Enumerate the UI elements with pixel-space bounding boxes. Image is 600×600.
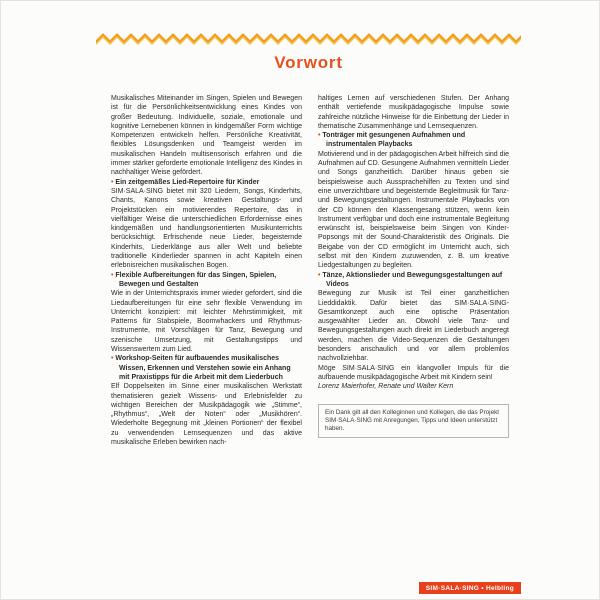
paragraph-taenze: Bewegung zur Musik ist Teil einer ganzheitlichen Lieddidaktik. Dafür bietet das SIM·SALA·SING-Gesamtkonzept auch eine optische Präsentation ausgewählter Lieder an. Obwohl viele Tanz- und Bewegungsgestaltungen auch direkt im Liederbuch angeregt werden, machen die Video-Sequenzen die Gestaltungen besonders anschaulich und vor allem problemlos nachvollziehbar. <box>318 290 509 363</box>
left-column <box>111 94 302 447</box>
authors-signature: Lorenz Maierhofer, Renate und Walter Kern <box>318 383 454 391</box>
footer-series-badge: SIM·SALA·SING • Helbling <box>419 582 521 595</box>
zigzag-border-decoration <box>96 32 521 47</box>
bullet-icon: • <box>318 271 321 279</box>
section-heading-aufbereitungen <box>111 271 302 290</box>
paragraph-tontraeger: Motivierend und in der pädagogischen Arbeit hilfreich sind die Aufnahmen auf CD. Gesungene Aufnahmen vermitteln Lieder und Songs ganzheitlich. Darüber hinaus geben sie beispielsweise auch Aussprachehilfen zu Texten und sind eine unverzichtbare und begeisternde Begleitmusik für Tanz- und Bewegungsgestaltungen. Instrumentale Playbacks von der CD können den Klassengesang stützen, wenn kein Instrument verfügbar und doch eine instrumentale Begleitung erwünscht ist, beispielsweise beim Singen von Kinder-Popsongs mit der Sound-Charakteristik des Originals. Die Beigabe von der CD ermöglicht im Unterricht auch, sich selbst mit den Kindern zuzuwenden, z. B. um kreative Liedgestaltungen zu begleiten. <box>318 150 509 270</box>
section-heading-label: Ein zeitgemäßes Lied-Repertoire für Kinder <box>115 178 260 186</box>
section-heading-taenze <box>318 271 509 290</box>
section-heading-label: Tonträger mit gesungenen Aufnahmen und instrumentalen Playbacks <box>322 132 466 149</box>
bullet-icon: • <box>111 271 114 279</box>
acknowledgement-box: Ein Dank gilt all den Kolleginnen und Kollegen, die das Projekt SIM·SALA·SING mit Anregungen, Tipps und Ideen unterstützt haben. <box>318 404 509 439</box>
section-heading-label: Tänze, Aktionslieder und Bewegungsgestaltungen auf Videos <box>322 271 503 288</box>
page-title: Vorwort <box>274 53 343 72</box>
right-column <box>318 94 509 447</box>
two-column-text <box>111 94 509 447</box>
paragraph-aufbereitungen: Wie in der Unterrichtspraxis immer wieder gefordert, sind die Liedaufbereitungen für eine sehr flexible Verwendung im Unterricht konzipiert: mit leichter Mehrstimmigkeit, mit Patterns für Stabspiele, Boomwhackers und Rhythmus-Instrumente, mit Vorschlägen für Tanz, Bewegung und szenische Umsetzung, mit Gestaltungstipps und Wissenswertem zum Lied. <box>111 290 302 354</box>
section-heading-label: Flexible Aufbereitungen für das Singen, Spielen, Bewegen und Gestalten <box>115 271 277 288</box>
bullet-icon: • <box>318 132 321 140</box>
section-heading-label: Workshop-Seiten für aufbauendes musikalisches Wissen, Erkennen und Verstehen sowie ein Anhang mit Praxistipps für die Arbeit mit dem Liederbuch <box>115 355 291 381</box>
paragraph-workshop: Elf Doppelseiten im Sinne einer musikalischen Werkstatt thematisieren gezielt Wissens- und Erlebnisfelder zu wichtigen Bereichen der Musikpädagogik wie „Stimme“, „Rhythmus“, „Welt der Noten“ oder „Musikhören“. Wiederholte Begegnung mit „kleinen Portionen“ der flexibel zu verwendenden Lernsequenzen und das aktive musikalische Erleben bewirken nach- <box>111 383 302 446</box>
section-heading-repertoire <box>111 178 302 187</box>
section-heading-tontraeger <box>318 131 509 150</box>
intro-paragraph: Musikalisches Miteinander im Singen, Spielen und Bewegen ist für die Persönlichkeitsentwicklung eines Kindes von großer Bedeutung. Individuelle, soziale, emotionale und kognitive Lernebenen können in kindgemäßer Form wichtige Kompetenzen entwickeln helfen. Persönliche Kreativität, flexibles Lösungsdenken und Teamgeist werden im musikalischen Handeln multisensorisch erfahren und die immer stärker geforderte emotionale Intelligenz des Kindes in nachhaltiger Weise gefördert. <box>111 95 302 177</box>
paragraph-repertoire: SIM·SALA·SING bietet mit 320 Liedern, Songs, Kinderhits, Chants, Kanons sowie kreativen Gestaltungs- und Projektstücken ein motivierendes Repertoire, das in vielfältiger Weise die unterschiedlichen Erfordernisse eines kindgemäßen und handlungsorientierten Musikunterrichts berücksichtigt. Erfrischende neue Lieder, begeisternde Kinderhits, Liederklänge aus aller Welt und beliebte traditionelle Kinderlieder spannen in acht Kapiteln einen erlebnisreichen musikalischen Bogen. <box>111 187 302 270</box>
closing-paragraph: Möge SIM·SALA·SING ein klangvoller Impuls für die aufbauende musikpädagogische Arbeit mit Kindern sein! <box>318 364 509 381</box>
continuation-paragraph: haltiges Lernen auf verschiedenen Stufen. Der Anhang enthält vertiefende musikpädagogische Impulse sowie zahlreiche nützliche Hinweise für die Einbettung der Lieder in thematische Zusammenhänge und Lernsequenzen. <box>318 95 509 130</box>
bullet-icon: • <box>111 178 114 186</box>
bullet-icon: • <box>111 355 114 363</box>
section-heading-workshop <box>111 354 302 382</box>
